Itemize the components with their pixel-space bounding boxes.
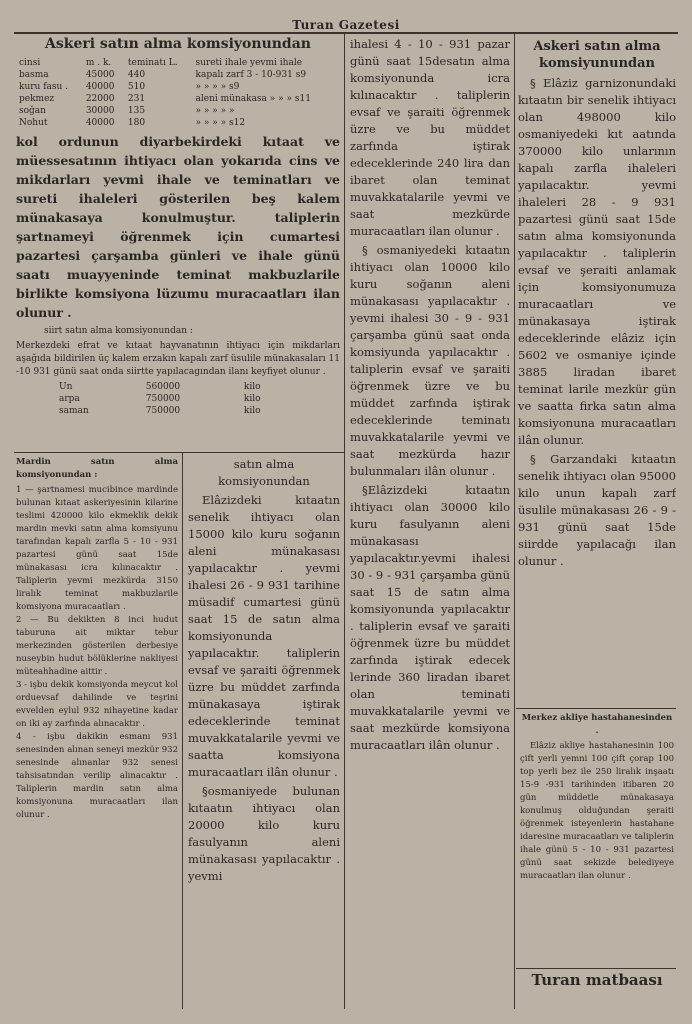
- table-cell: Nohut: [19, 118, 48, 128]
- table-cell: 180: [127, 118, 146, 128]
- table-cell: kuru fasu .: [19, 82, 69, 92]
- column-body: ihalesi 4 - 10 - 931 pazar günü saat 15desatın alma komsiyonunda icra kılınacaktır . taliplerin evsaf ve şaraiti öğrenmek üzre ve bu müddet zarfında iştirak edeceklerinde 240 lira dan ibaret olan teminat muvakkatalarile yevmi ve saat mezkürde muracaatları ilan olunur .: [350, 37, 510, 238]
- table-cell: Un: [59, 382, 73, 392]
- section-rule: [516, 708, 676, 709]
- newspaper-name: Turan Gazetesi: [292, 18, 400, 32]
- table-cell: aleni münakasa » » » s11: [195, 94, 311, 104]
- column-body: §osmaniyede bulunan kıtaatın ihtiyacı olan 20000 kilo kuru fasulyanın aleni münakasası yapılacaktır . yevmi: [188, 784, 340, 883]
- hospital-notice: [520, 712, 674, 966]
- table-cell: saman: [59, 406, 89, 416]
- subsection-title: siirt satın alma komsiyonundan :: [44, 326, 193, 336]
- column-title: Askeri satın alma komsiyunundan: [533, 39, 661, 71]
- table-cell: » » » » s9: [195, 82, 240, 92]
- column-title: Mardin satın alma komsiyonundan :: [16, 457, 178, 480]
- column-rule: [344, 34, 345, 1009]
- table-header-cell: cinsi: [19, 58, 41, 68]
- elaziz-column: [188, 456, 340, 1008]
- column-body: § Garzandaki kıtaatın senelik ihtiyacı olan 95000 kilo unun kapalı zarf üsulile münakasası 26 - 9 - 931 günü saat 15de siirdde yapılacağı ilan olunur .: [518, 452, 676, 568]
- table-cell: pekmez: [19, 94, 55, 104]
- table-cell: 560000: [145, 382, 181, 392]
- subsection-body: Merkezdeki efrat ve kıtaat hayvanatının ihtiyacı için mikdarları aşağıda bildirilen üç kalem erzakın kapalı zarf üsulile münakasaları 11 -10 931 günü saat onda siirtte yapılacagından ilanı keyfiyet olunur .: [16, 341, 340, 377]
- table-row: [56, 381, 296, 393]
- column-body: 1 — şartnamesi mucibince mardinde bulunan kıtaat askeriyesinin kilarine teslimi 420000 kilo ekmeklik dekik mardin mevki satın alma komsiyunu tarafından kapalı zarfla 5 - 10 - 931 pazartesi günü saat 15de münakasası icra kılınacaktır . Taliplerin yevmi mezkürda 3150 liralık teminat makbuzlarile komsiyona muracaatları . 2 — Bu dekikten 8 inci hudut taburuna ait miktar tebur merkezinden gösterilen derbesiye nuseybin hudut bölüklerine nakliyesi müteahhadine aittir . 3 - işbu dekik komsiyonda meycut kol orduevsaf dahilinde ve teşrini evvelden eylul 932 nihayetine kadar on iki ay zarfında alınacaktır . 4 - işbu dakikin esmanı 931 senesinden alınan seneyi mezkür 932 senesinde alınanlar 932 senesi tahsisatından verilip alınacaktır . Taliplerin mardin satın alma komsiyonuna muracaatları ilan olunur .: [16, 485, 178, 820]
- left-top-section: [16, 34, 340, 450]
- table-header-cell: sureti ihale yevmi ihale: [195, 58, 303, 68]
- garnizon-column: [518, 36, 676, 708]
- table-cell: 231: [127, 94, 146, 104]
- column-rule: [514, 34, 515, 1009]
- mardin-column: [16, 456, 178, 1008]
- table-cell: kilo: [243, 382, 261, 392]
- table-cell: 30000: [85, 106, 115, 116]
- section-title: Askeri satın alma komsiyonundan: [45, 36, 311, 52]
- table-row: [16, 117, 340, 129]
- supply-table: [56, 381, 296, 417]
- table-cell: » » » » »: [195, 106, 235, 116]
- table-header-cell: teminatı L.: [127, 58, 178, 68]
- section-rule: [14, 452, 344, 453]
- table-row: [56, 393, 296, 405]
- table-row: [16, 81, 340, 93]
- column-body: Elâzizdeki kıtaatın senelik ihtiyacı olan 15000 kilo kuru soğanın aleni münakasası yapılacaktır . yevmi ihalesi 26 - 9 931 tarihine müsadif cumartesi günü saat 15 de satın alma komsiyonunda yapılacaktır. taliplerin evsaf ve şaraiti öğrenmek üzre bu müddet zarfında münakasaya iştirak edeceklerinde teminat muvakkatalarile yevmi ve saatta komsiyona muracaatları ilân olunur .: [188, 493, 340, 779]
- table-cell: kilo: [243, 406, 261, 416]
- masthead: [14, 10, 678, 34]
- table-cell: arpa: [59, 394, 80, 404]
- section-rule: [516, 968, 676, 969]
- column-body: §Elâzizdeki kıtaatın ihtiyacı olan 30000 kilo kuru fasulyanın aleni münakasası yapılacaktır.yevmi ihalesi 30 - 9 - 931 çarşamba günü saat 15 de satın alma komsiyonunda yapılacaktır . taliplerin evsaf ve şaraiti öğrenmek üzre bu müddet zarfında iştirak edecek lerinde 360 liradan ibaret olan teminati muvakkatalarile yevmi ve saat mezkürde komsiyona muracaatları ilân olunur .: [350, 483, 510, 752]
- table-cell: kapalı zarf 3 - 10-931 s9: [195, 70, 307, 80]
- tender-body: kol ordunun diyarbekirdeki kıtaat ve müessesatının ihtiyacı olan yokarıda cins ve mikdarları yevmi ihale ve teminatları ve sureti ihaleleri gösterilen beş kalem münakasaya konulmuştur. taliplerin şartnameyi öğrenmek için cumartesi pazartesi çarşamba günleri ve ihale günü saatı muayyeninde teminat makbuzlarile birlikte komsiyona lüzumu muracaatları ilan olunur .: [16, 134, 340, 320]
- table-cell: » » » » s12: [195, 118, 246, 128]
- table-cell: 40000: [85, 118, 115, 128]
- printer-name: Turan matbaası: [531, 972, 663, 989]
- table-row: [16, 93, 340, 105]
- table-header-row: [16, 57, 340, 69]
- table-row: [16, 69, 340, 81]
- table-cell: 750000: [145, 406, 181, 416]
- table-cell: 750000: [145, 394, 181, 404]
- table-cell: 510: [127, 82, 146, 92]
- table-cell: 22000: [85, 94, 115, 104]
- printer-footer: [518, 972, 676, 1002]
- column-body: § Elâziz garnizonundaki kıtaatın bir senelik ihtiyacı olan 498000 kilo osmaniyedeki kıt aatında 370000 kilo unlarının kapalı zarfla ihaleleri yapılacaktır. yevmi ihaleleri 28 - 9 931 pazartesi günü saat 15de satın alma komsiyonunda yapılacaktır . taliplerin evsaf ve şeraiti anlamak için komsiyonumuza muracaatları ve münakasaya iştirak edeceklerinde elâziz için 5602 ve osmaniye içinde 3885 liradan ibaret teminat larile mezkür gün ve saatta firka satın alma komsiyonuna muracaatları ilân olunur.: [518, 76, 676, 447]
- table-cell: kilo: [243, 394, 261, 404]
- column-body: § osmaniyedeki kıtaatın ihtiyacı olan 10000 kilo kuru soğanın aleni münakasası yapılacaktır . yevmi ihalesi 30 - 9 - 931 çarşamba günü saat onda komsiyunda yapılacaktır . taliplerin evsaf ve şaraiti öğrenmek üzre ve bu müddet zarfında iştirak edeceklerinde teminatı muvakkatalarile yevmi ve saat mezkürda hazır bulunmaları ilân olunur .: [350, 243, 510, 478]
- notice-body: Elâziz akliye hastahanesinin 100 çift yerli yemni 100 çift çorap 100 top yerli bez ile 250 liralık inşaatı 15-9 -931 tarihinden itibaren 20 gün müddetle münakasaya konulmuş olduğundan şeraiti öğrenmek isteyenlerin hastahane idaresine muracaatları ve taliplerin ihale günü 5 - 10 - 931 pazartesi günü saat sekizde belediyeye muracaatları ilan olunur .: [520, 741, 674, 881]
- table-row: [16, 105, 340, 117]
- table-cell: 135: [127, 106, 146, 116]
- notice-title: Merkez akliye hastahanesinden .: [521, 713, 673, 736]
- table-cell: basma: [19, 70, 49, 80]
- table-row: [56, 405, 296, 417]
- table-cell: 40000: [85, 82, 115, 92]
- table-cell: soğan: [19, 106, 46, 116]
- table-cell: 440: [127, 70, 146, 80]
- table-header-cell: m . k.: [85, 58, 112, 68]
- osmaniye-column: [350, 36, 510, 1008]
- column-body: satın alma komsiyonundan: [218, 457, 310, 488]
- table-cell: 45000: [85, 70, 115, 80]
- tender-table: [16, 57, 340, 129]
- column-rule: [182, 452, 183, 1009]
